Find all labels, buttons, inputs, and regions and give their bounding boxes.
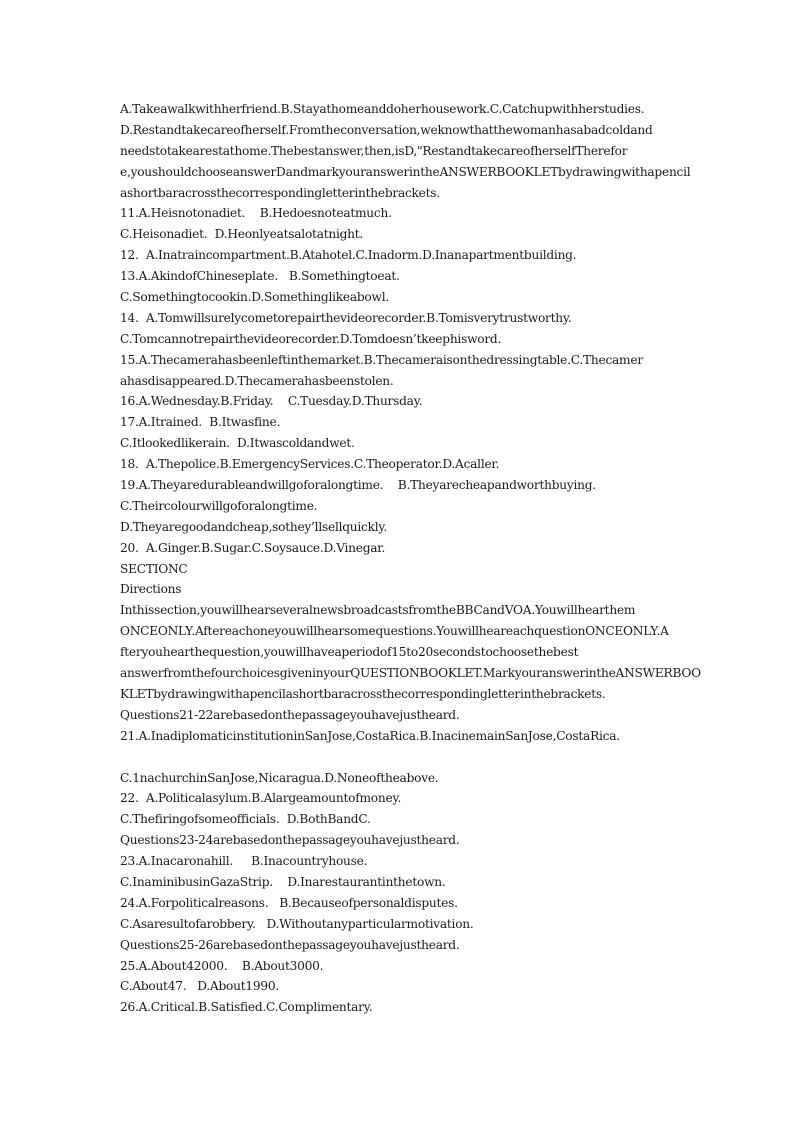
text-line: Questions25-26arebasedonthepassageyouhavejustheard.: [120, 937, 460, 952]
text-line: C.InaminibusinGazaStrip. D.Inarestaurantinthetown.: [120, 874, 446, 889]
text-line: answerfromthefourchoicesgiveninyourQUESTIONBOOKLET.MarkyouranswerintheANSWERBOO: [120, 666, 701, 681]
text-line: Questions21-22arebasedonthepassageyouhavejustheard.: [120, 707, 460, 722]
text-line: C.Thefiringofsomeofficials. D.BothBandC.: [120, 812, 371, 827]
text-line: C.Heisonadiet. D.Heonlyeatsalotatnight.: [120, 227, 364, 242]
text-line: 19.A.Theyaredurableandwillgoforalongtime. B.Theyarecheapandworthbuying.: [120, 478, 596, 493]
text-line: Directions: [120, 582, 182, 597]
text-line: C.1nachurchinSanJose,Nicaragua.D.Noneoftheabove.: [120, 770, 439, 785]
text-line: KLETbydrawingwithapencilashortbaracrossthecorrespondingletterinthebrackets.: [120, 686, 606, 701]
text-line: C.Theircolourwillgoforalongtime.: [120, 498, 318, 513]
text-line: 24.A.Forpoliticalreasons. B.Becauseofpersonaldisputes.: [120, 895, 458, 910]
text-line: C.Tomcannotrepairthevideorecorder.D.Tomdoesn’tkeephisword.: [120, 331, 502, 346]
text-line: 15.A.Thecamerahasbeenleftinthemarket.B.Thecameraisonthedressingtable.C.Thecamer: [120, 352, 643, 367]
text-line: 17.A.Itrained. B.Itwasfine.: [120, 415, 281, 430]
text-line: ahasdisappeared.D.Thecamerahasbeenstolen.: [120, 373, 394, 388]
text-line: 21.A.InadiplomaticinstitutioninSanJose,CostaRica.B.InacinemainSanJose,CostaRica.: [120, 728, 620, 743]
text-line: SECTIONC: [120, 561, 188, 576]
text-line: e,youshouldchooseanswerDandmarkyouranswerintheANSWERBOOKLETbydrawingwithapencil: [120, 164, 691, 179]
text-line: 23.A.Inacaronahill. B.Inacountryhouse.: [120, 854, 368, 869]
text-line: 12. A.Inatraincompartment.B.Atahotel.C.Inadorm.D.Inanapartmentbuilding.: [120, 248, 577, 263]
text-line: 14. A.Tomwillsurelycometorepairthevideorecorder.B.Tomisverytrustworthy.: [120, 310, 572, 325]
text-line: 18. A.Thepolice.B.EmergencyServices.C.Theoperator.D.Acaller.: [120, 457, 500, 472]
text-line: Questions23-24arebasedonthepassageyouhavejustheard.: [120, 833, 460, 848]
text-line: 25.A.About42000. B.About3000.: [120, 958, 324, 973]
text-line: 13.A.AkindofChineseplate. B.Somethingtoeat.: [120, 269, 400, 284]
text-line: ONCEONLY.Aftereachoneyouwillhearsomequestions.YouwillheareachquestionONCEONLY.A: [120, 624, 669, 639]
text-line: A.Takeawalkwithherfriend.B.Stayathomeanddoherhousework.C.Catchupwithherstudies.: [120, 102, 645, 116]
text-line: D.Theyaregoodandcheap,sothey’llsellquickly.: [120, 519, 388, 534]
text-line: D.Restandtakecareofherself.Fromtheconversation,weknowthatthewomanhasabadcoldand: [120, 122, 653, 137]
text-line: 11.A.Heisnotonadiet. B.Hedoesnoteatmuch.: [120, 206, 392, 221]
document-body: [120, 99, 701, 1018]
text-line: C.Asaresultofarobbery. D.Withoutanyparticularmotivation.: [120, 916, 474, 931]
text-line: 26.A.Critical.B.Satisfied.C.Complimentary.: [120, 1000, 373, 1015]
text-line: Inthissection,youwillhearseveralnewsbroadcastsfromtheBBCandVOA.Youwillhearthem: [120, 603, 636, 618]
text-line: needstotakearestathome.Thebestanswer,then,isD,"RestandtakecareofherselfTherefor: [120, 143, 628, 158]
text-line: 20. A.Ginger.B.Sugar.C.Soysauce.D.Vinegar.: [120, 540, 386, 555]
blank-line: [120, 747, 680, 768]
text-line: fteryouhearthequestion,youwillhaveaperiodof15to20secondstochoosethebest: [120, 645, 579, 660]
text-line: ashortbaracrossthecorrespondingletterinthebrackets.: [120, 185, 440, 200]
text-line: 16.A.Wednesday.B.Friday. C.Tuesday.D.Thursday.: [120, 394, 423, 409]
text-line: C.About47. D.About1990.: [120, 979, 279, 994]
text-line: C.Somethingtocookin.D.Somethinglikeabowl.: [120, 290, 389, 305]
text-line: C.Itlookedlikerain. D.Itwascoldandwet.: [120, 436, 355, 451]
text-line: 22. A.Politicalasylum.B.Alargeamountofmoney.: [120, 791, 402, 806]
